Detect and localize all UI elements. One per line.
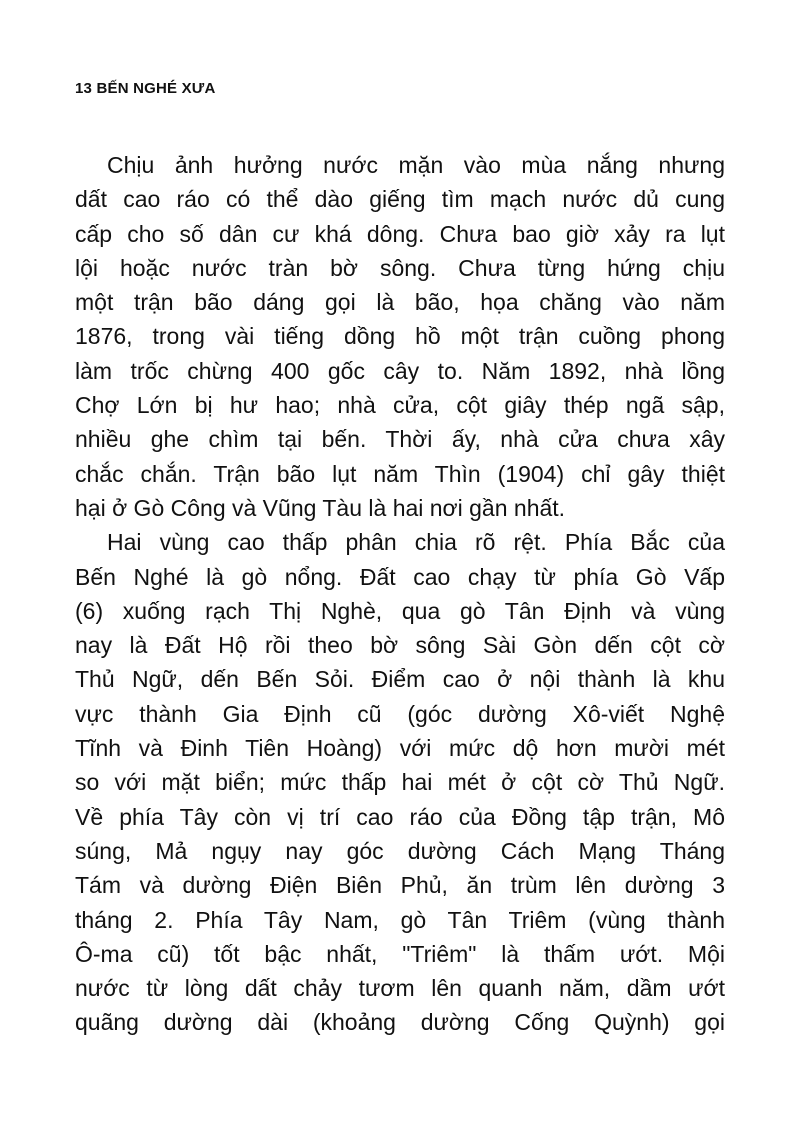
paragraph-1-line: một trận bão dáng gọi là bão, họa chăng vào năm [75, 289, 725, 316]
paragraph-2-line: Về phía Tây còn vị trí cao ráo của Đồng tập trận, Mô [75, 803, 725, 830]
paragraph-1-line: chắc chắn. Trận bão lụt năm Thìn (1904) chỉ gây thiệt [75, 460, 725, 487]
paragraph-2-line: quãng dường dài (khoảng dường Cống Quỳnh) gọi [75, 1009, 725, 1036]
paragraph-2-line: (6) xuống rạch Thị Nghè, qua gò Tân Định và vùng [75, 597, 725, 624]
paragraph-2-line: vực thành Gia Định cũ (góc dường Xô-viết Nghệ [75, 700, 725, 727]
paragraph-2-line: súng, Mả ngụy nay góc dường Cách Mạng Tháng [75, 837, 725, 864]
paragraph-1-line: hại ở Gò Công và Vũng Tàu là hai nơi gần nhất. [75, 494, 566, 521]
paragraph-1-line: Chợ Lớn bị hư hao; nhà cửa, cột giây thép ngã sập, [75, 392, 725, 419]
paragraph-2-line: so với mặt biển; mức thấp hai mét ở cột cờ Thủ Ngữ. [75, 769, 725, 796]
body-text [75, 148, 725, 1040]
paragraph-2-line: Hai vùng cao thấp phân chia rõ rệt. Phía Bắc của [107, 529, 725, 556]
paragraph-1-line: 1876, trong vài tiếng dồng hồ một trận cuồng phong [75, 323, 725, 350]
paragraph-2-line: tháng 2. Phía Tây Nam, gò Tân Triêm (vùng thành [75, 906, 725, 933]
paragraph-1-line: cấp cho số dân cư khá dông. Chưa bao giờ xảy ra lụt [75, 220, 725, 247]
paragraph-1-line: dất cao ráo có thể dào giếng tìm mạch nước dủ cung [75, 186, 725, 213]
paragraph-1-line: nhiều ghe chìm tại bến. Thời ấy, nhà cửa chưa xây [75, 426, 725, 453]
paragraph-2-line: nước từ lòng dất chảy tươm lên quanh năm, dầm ướt [75, 975, 725, 1002]
paragraph-2-line: nay là Đất Hộ rồi theo bờ sông Sài Gòn dến cột cờ [75, 632, 725, 659]
paragraph-2-line: Ô-ma cũ) tốt bậc nhất, "Triêm" là thấm ướt. Mội [75, 940, 725, 967]
running-header: 13 BẾN NGHÉ XƯA [75, 80, 216, 97]
paragraph-2-line: Bến Nghé là gò nổng. Đất cao chạy từ phía Gò Vấp [75, 563, 725, 590]
paragraph-1-line: làm trốc chừng 400 gốc cây to. Năm 1892, nhà lồng [75, 357, 725, 384]
paragraph-2-line: Tĩnh và Đinh Tiên Hoàng) với mức dộ hơn mười mét [75, 735, 725, 762]
paragraph-2-line: Tám và dường Điện Biên Phủ, ăn trùm lên dường 3 [75, 872, 725, 899]
paragraph-1-line: lội hoặc nước tràn bờ sông. Chưa từng hứng chịu [75, 254, 725, 281]
paragraph-1-line: Chịu ảnh hưởng nước mặn vào mùa nắng nhưng [107, 152, 725, 178]
paragraph-2-line: Thủ Ngữ, dến Bến Sỏi. Điểm cao ở nội thành là khu [75, 666, 725, 693]
